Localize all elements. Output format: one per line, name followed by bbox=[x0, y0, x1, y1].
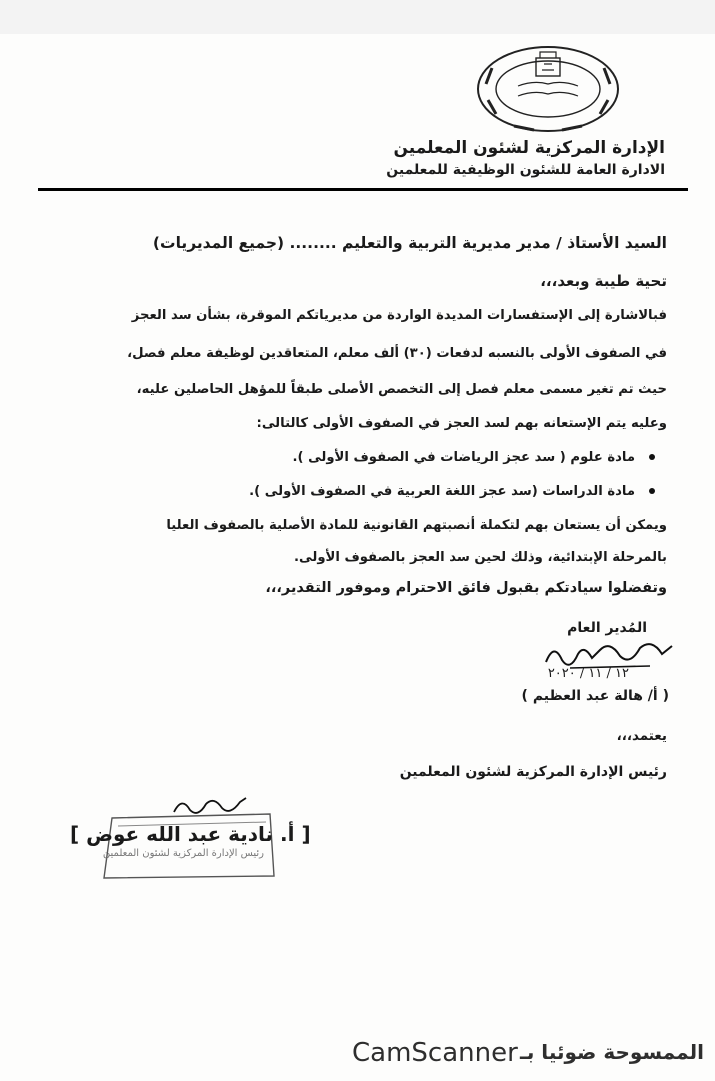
bullet-dot bbox=[649, 454, 655, 460]
body-line: بالمرحلة الإبتدائية، وذلك لحين سد العجز بالصفوف الأولى. bbox=[294, 550, 667, 565]
bullet-item bbox=[292, 450, 655, 465]
approver-title: رئيس الإدارة المركزية لشئون المعلمين bbox=[399, 764, 667, 780]
bullet-dot bbox=[649, 488, 655, 494]
bullet-item bbox=[249, 484, 655, 499]
stamp-text: رئيس الإدارة المركزية لشئون المعلمين bbox=[102, 848, 264, 859]
org-main-title: الإدارة المركزية لشئون المعلمين bbox=[393, 138, 665, 158]
top-band bbox=[0, 0, 715, 34]
scanner-watermark: CamScanner bbox=[352, 1038, 518, 1068]
body-line: وعليه يتم الإستعانه بهم لسد العجز في الصفوف الأولى كالتالى: bbox=[256, 416, 667, 431]
handwritten-signature bbox=[170, 792, 250, 820]
bullet-text: مادة علوم ( سد عجز الرياضات في الصفوف الأولى ). bbox=[292, 450, 635, 465]
ministry-seal bbox=[474, 44, 622, 134]
body-line: ويمكن أن يستعان بهم لتكملة أنصبتهم القانونية للمادة الأصلية بالصفوف العليا bbox=[166, 518, 667, 533]
approval-label: يعتمد،،، bbox=[616, 728, 667, 744]
signatory-title: المُدير العام bbox=[567, 620, 647, 636]
signature-date: ١٢ / ١١ / ٢٠٢٠ bbox=[547, 666, 629, 681]
body-line: في الصفوف الأولى بالنسبه لدفعات (٣٠) ألف معلم، المتعاقدين لوظيفة معلم فصل، bbox=[127, 346, 667, 361]
body-line: حيث تم تغير مسمى معلم فصل إلى التخصص الأصلى طبقاً للمؤهل الحاصلين عليه، bbox=[136, 382, 667, 397]
closing-line: وتفضلوا سيادتكم بقبول فائق الاحترام وموفور التقدير،،، bbox=[265, 580, 667, 596]
bullet-text: مادة الدراسات (سد عجز اللغة العربية في الصفوف الأولى ). bbox=[249, 484, 635, 499]
signatory-name: ( أ/ هالة عبد العظيم ) bbox=[521, 688, 669, 704]
greeting-line: تحية طيبة وبعد،،، bbox=[540, 272, 667, 290]
scanner-watermark-arabic: الممسوحة ضوئيا بـ bbox=[520, 1040, 704, 1064]
org-sub-title: الادارة العامة للشئون الوظيفية للمعلمين bbox=[386, 162, 665, 178]
addressee-line: السيد الأستاذ / مدير مديرية التربية والتعليم ........ (جميع المديريات) bbox=[152, 234, 667, 252]
body-line: فبالاشارة إلى الإستفسارات المديدة الواردة من مديرياتكم الموقرة، بشأن سد العجز bbox=[131, 308, 667, 323]
header-rule bbox=[38, 188, 688, 191]
approver-name: [ أ. نادية عبد الله عوض ] bbox=[70, 822, 311, 846]
